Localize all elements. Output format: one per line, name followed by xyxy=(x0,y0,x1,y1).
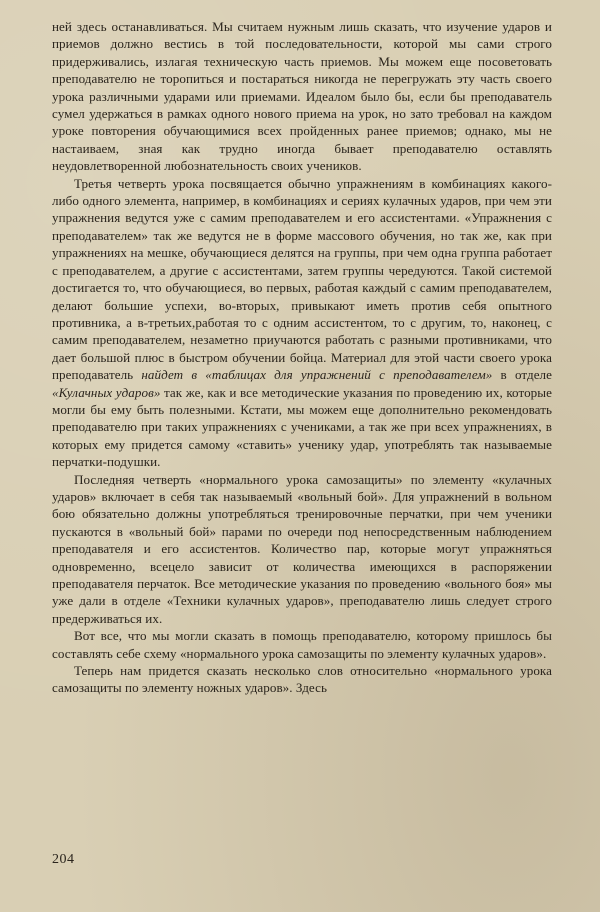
paragraph-3-text: Последняя четверть «нормального урока самозащиты» по элементу «кулачных ударов» включает в себя так называемый «вольный бой». Для упражнений в вольном бою обязательно должны употребляться тренировочные перчатки, при чем ученики пускаются в «вольный бой» парами по очереди под непосредственным наблюдением преподавателя и его ассистентов. Количество пар, которые могут упражняться одновременно, всецело зависит от количества имеющихся в распоряжении преподавателя перчаток. Все методические указания по проведению «вольного боя» мы уже дали в отделе «Техники кулачных ударов», преподавателю лишь следует строго предерживаться их. xyxy=(52,471,552,626)
paragraph-2-italic-tables: найдет в «таблицах для упражнений с преподавателем» xyxy=(141,367,493,383)
paragraph-4 xyxy=(52,627,552,662)
paragraph-3 xyxy=(52,471,552,628)
paragraph-2-text-c: так же, как и все методические указания по проведению их, которые могли бы ему быть полезными. Кстати, мы можем еще дополнительно рекомендовать преподавателю при таких упражнениях с учениками, а так же при всех упражнениях, в которых ему придется самому «ставить» ученику удар, употреблять так называемые перчатки-подушки. xyxy=(52,384,552,470)
paragraph-1 xyxy=(52,18,552,175)
page-body xyxy=(52,18,552,697)
paragraph-2-text-b: в отделе xyxy=(492,367,552,383)
paragraph-4-text: Вот все, что мы могли сказать в помощь преподавателю, которому пришлось бы составлять себе схему «нормального урока самозащиты по элементу кулачных ударов». xyxy=(52,628,552,661)
paragraph-5 xyxy=(52,662,552,697)
paragraph-2-text-a: Третья четверть урока посвящается обычно упражнениям в комбинациях какого-либо одного элемента, например, в комбинациях и сериях кулачных ударов, при чем эти упражнения ведутся уже с самим преподавателем и его ассистентами. «Упражнения с преподавателем» так же ведутся не в форме массового обучения, но так же, как при упражнениях на мешке, обучающиеся делятся на группы, при чем одна группа работает с преподавателем, а другие с ассистентами, затем группы чередуются. Такой системой достигается то, что обучающиеся, во первых, работая каждый с самим преподавателем, делают большие успехи, во-вторых, привыкают иметь против себя опытного противника, а в-третьих,работая то с одним ассистентом, то с другим, то, наконец, с самим преподавателем, незаметно приучаются работать с разными противниками, что дает большой плюс в быстром обучении бойца. Материал для этой части своего урока преподаватель xyxy=(52,175,552,383)
paragraph-2 xyxy=(52,175,552,471)
paragraph-1-text: ней здесь останавливаться. Мы считаем нужным лишь сказать, что изучение ударов и приемов должно вестись в той последовательности, которой мы сами строго придерживались, излагая техническую часть приемов. Мы можем еще посоветовать преподавателю не торопиться и постараться никогда не перегружать эту часть своего урока различными ударами или приемами. Идеалом было бы, если бы преподаватель сумел удержаться в рамках одного нового приема на урок, но зато требовал на каждом уроке повторения обучающимися всех пройденных ранее приемов; однако, мы не настаиваем, зная как трудно иногда бывает преподавателю оставлять неудовлетворенной любознательность своих учеников. xyxy=(52,19,552,174)
page-number: 204 xyxy=(52,852,75,867)
paragraph-5-text: Теперь нам придется сказать несколько слов относительно «нормального урока самозащиты по элементу ножных ударов». Здесь xyxy=(52,663,552,696)
paragraph-2-italic-section: «Кулачных ударов» xyxy=(52,384,161,400)
